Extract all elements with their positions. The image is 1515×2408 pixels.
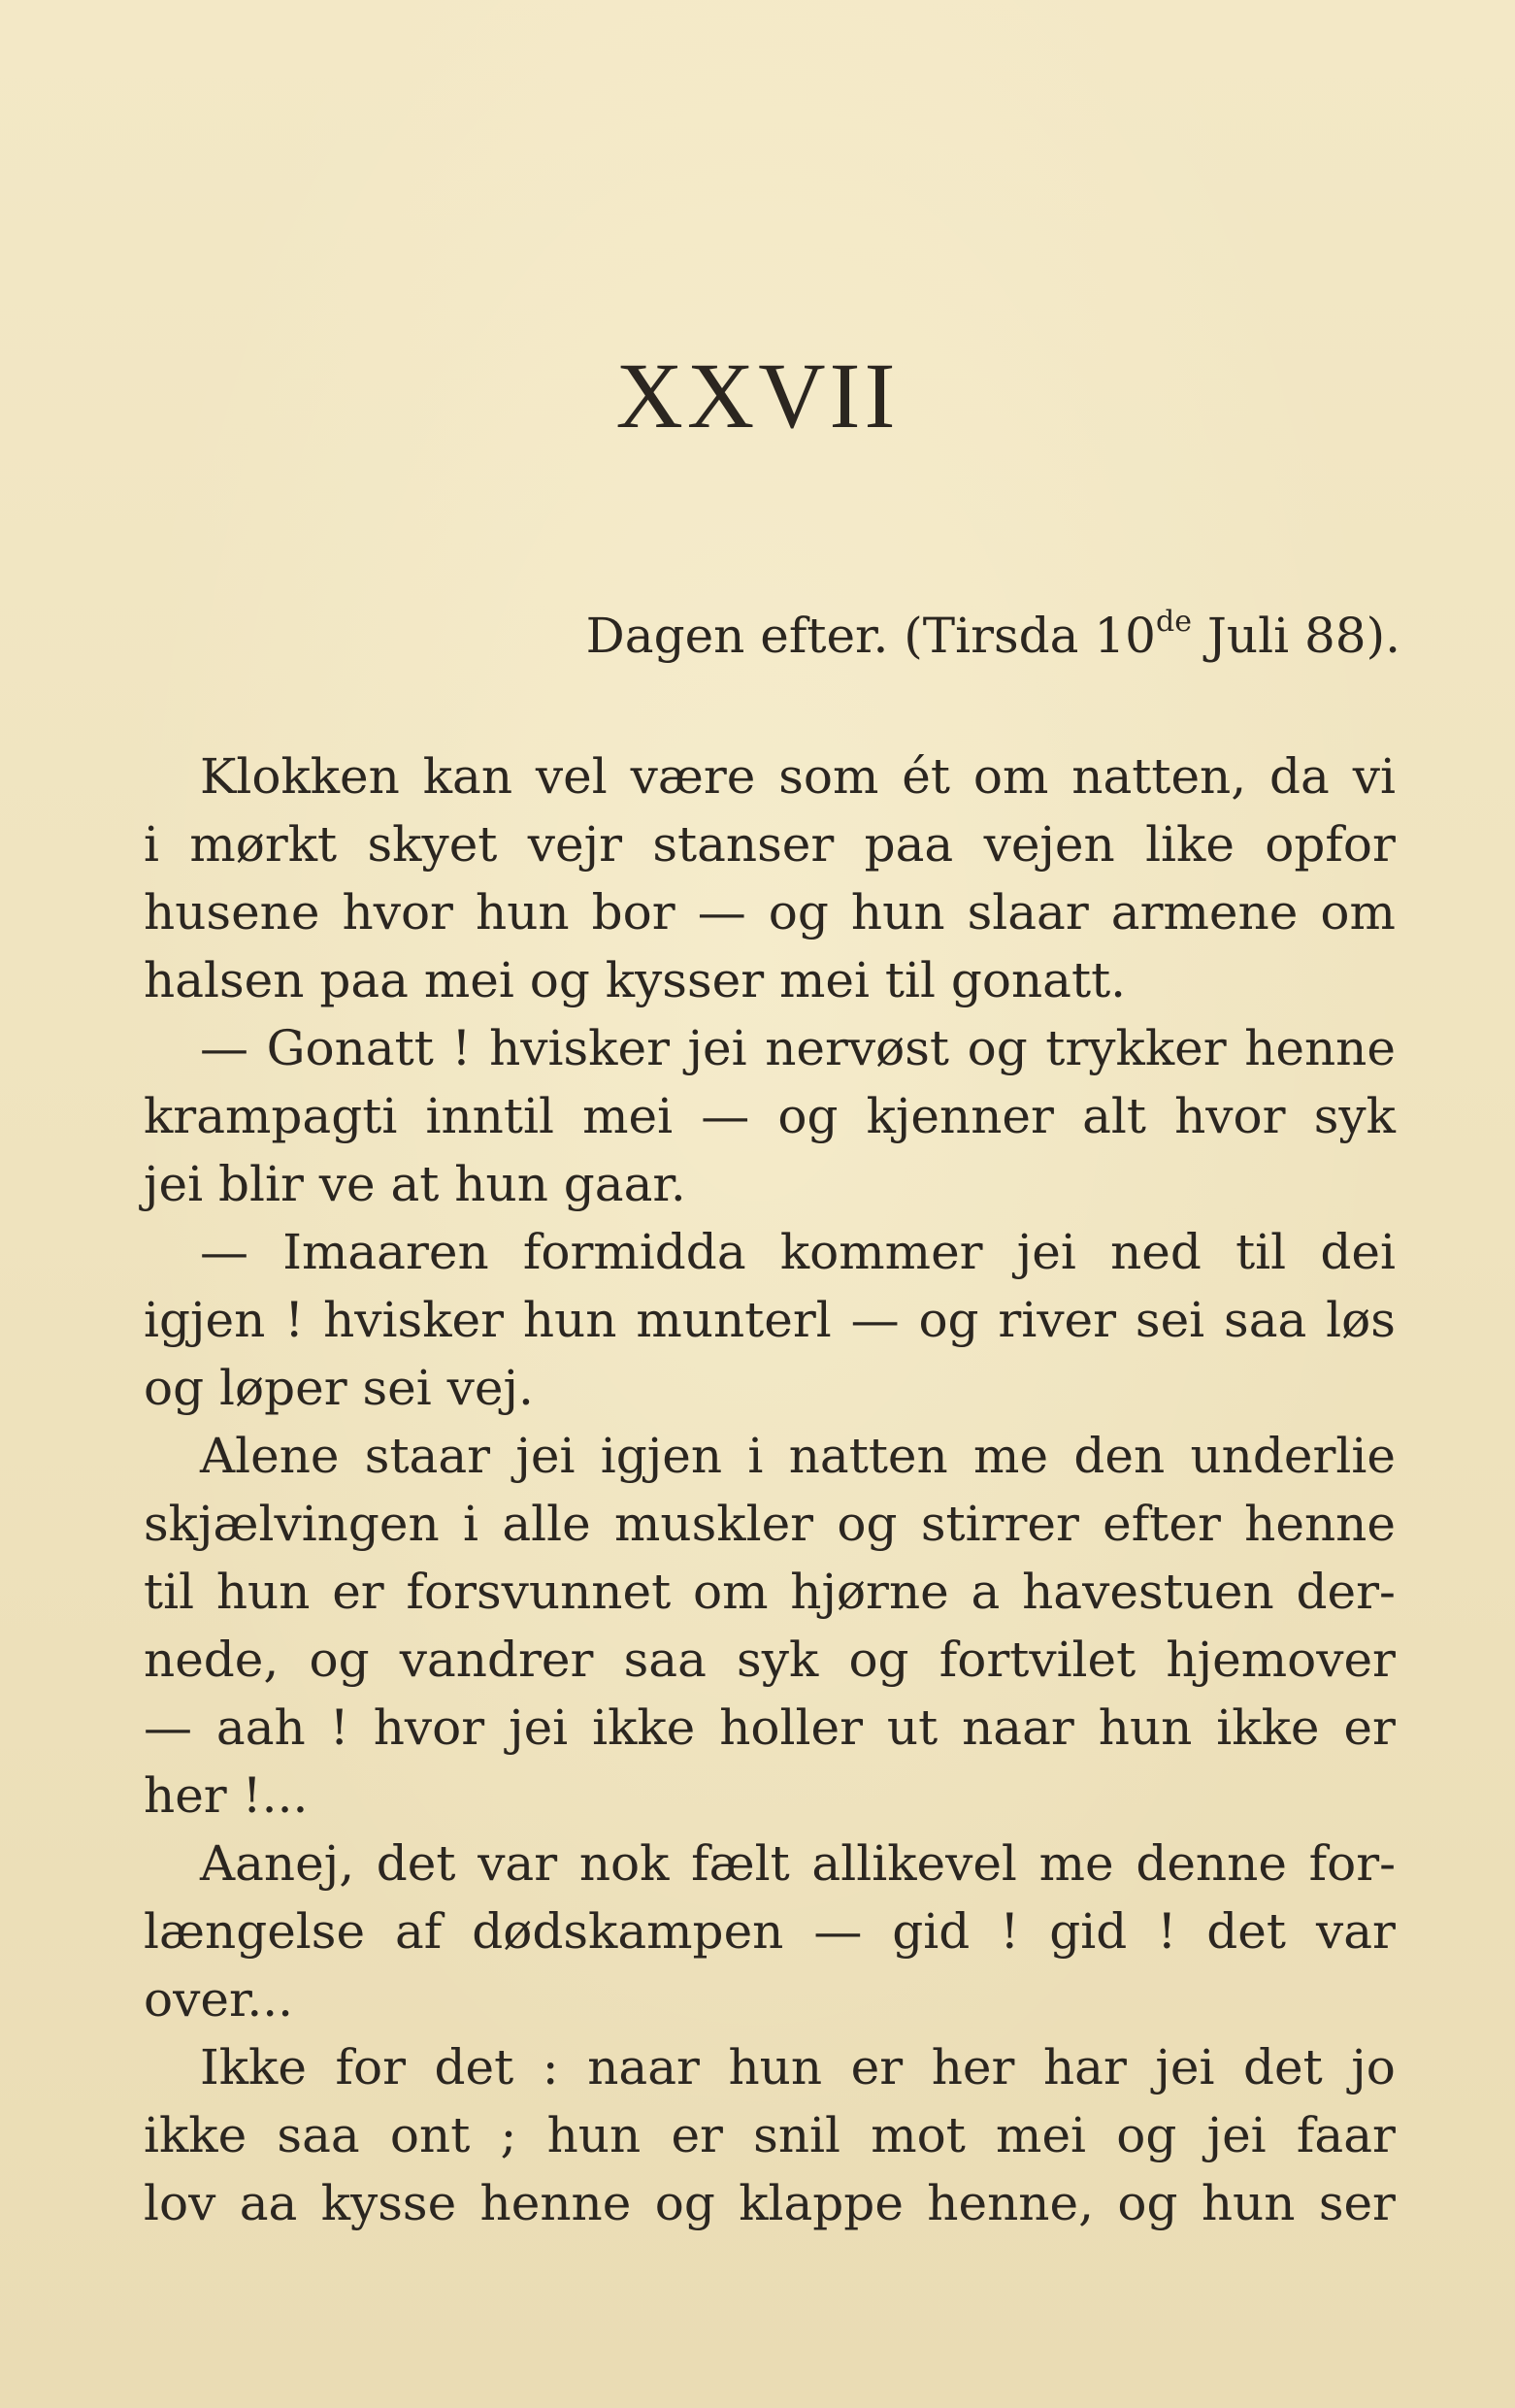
text-line: nede, og vandrer saa syk og fortvilet hjemover [144, 1632, 1396, 1688]
text-line: lov aa kysse henne og klappe henne, og hun ser [144, 2175, 1396, 2231]
dateline-text: Dagen efter. (Tirsda 10 [585, 608, 1156, 664]
text-line: Ikke for det : naar hun er her har jei det jo [200, 2039, 1396, 2095]
text-line: over... [144, 1971, 294, 2028]
text-line: Klokken kan vel være som ét om natten, da vi [200, 748, 1396, 805]
text-line: — aah ! hvor jei ikke holler ut naar hun ikke er [144, 1699, 1396, 1756]
dateline [585, 605, 1400, 664]
text-line: — Imaaren formidda kommer jei ned til dei [200, 1224, 1396, 1280]
dateline-text-end: Juli 88). [1191, 608, 1400, 664]
text-line: længelse af dødskampen — gid ! gid ! det var [144, 1903, 1396, 1960]
text-line: — Gonatt ! hvisker jei nervøst og trykker henne [200, 1020, 1396, 1076]
text-line: ikke saa ont ; hun er snil mot mei og jei faar [144, 2107, 1396, 2163]
text-line: i mørkt skyet vejr stanser paa vejen like opfor [144, 816, 1396, 873]
text-line: jei blir ve at hun gaar. [144, 1156, 686, 1212]
text-line: husene hvor hun bor — og hun slaar armene om [144, 884, 1396, 940]
text-line: her !... [144, 1767, 309, 1824]
text-line: til hun er forsvunnet om hjørne a havestuen der- [144, 1564, 1396, 1620]
chapter-heading: XXVII [615, 344, 900, 447]
text-line: Alene staar jei igjen i natten me den underlie [200, 1428, 1396, 1484]
text-line: skjælvingen i alle muskler og stirrer efter henne [144, 1496, 1396, 1552]
text-line: igjen ! hvisker hun munterl — og river sei saa løs [144, 1292, 1396, 1348]
body-text [144, 742, 1396, 2237]
dateline-superscript: de [1155, 605, 1192, 639]
text-line: halsen paa mei og kysser mei til gonatt. [144, 952, 1127, 1008]
text-line: krampagti inntil mei — og kjenner alt hvor syk [144, 1088, 1396, 1144]
text-line: Aanej, det var nok fælt allikevel me denne for- [200, 1835, 1396, 1892]
text-line: og løper sei vej. [144, 1360, 534, 1416]
